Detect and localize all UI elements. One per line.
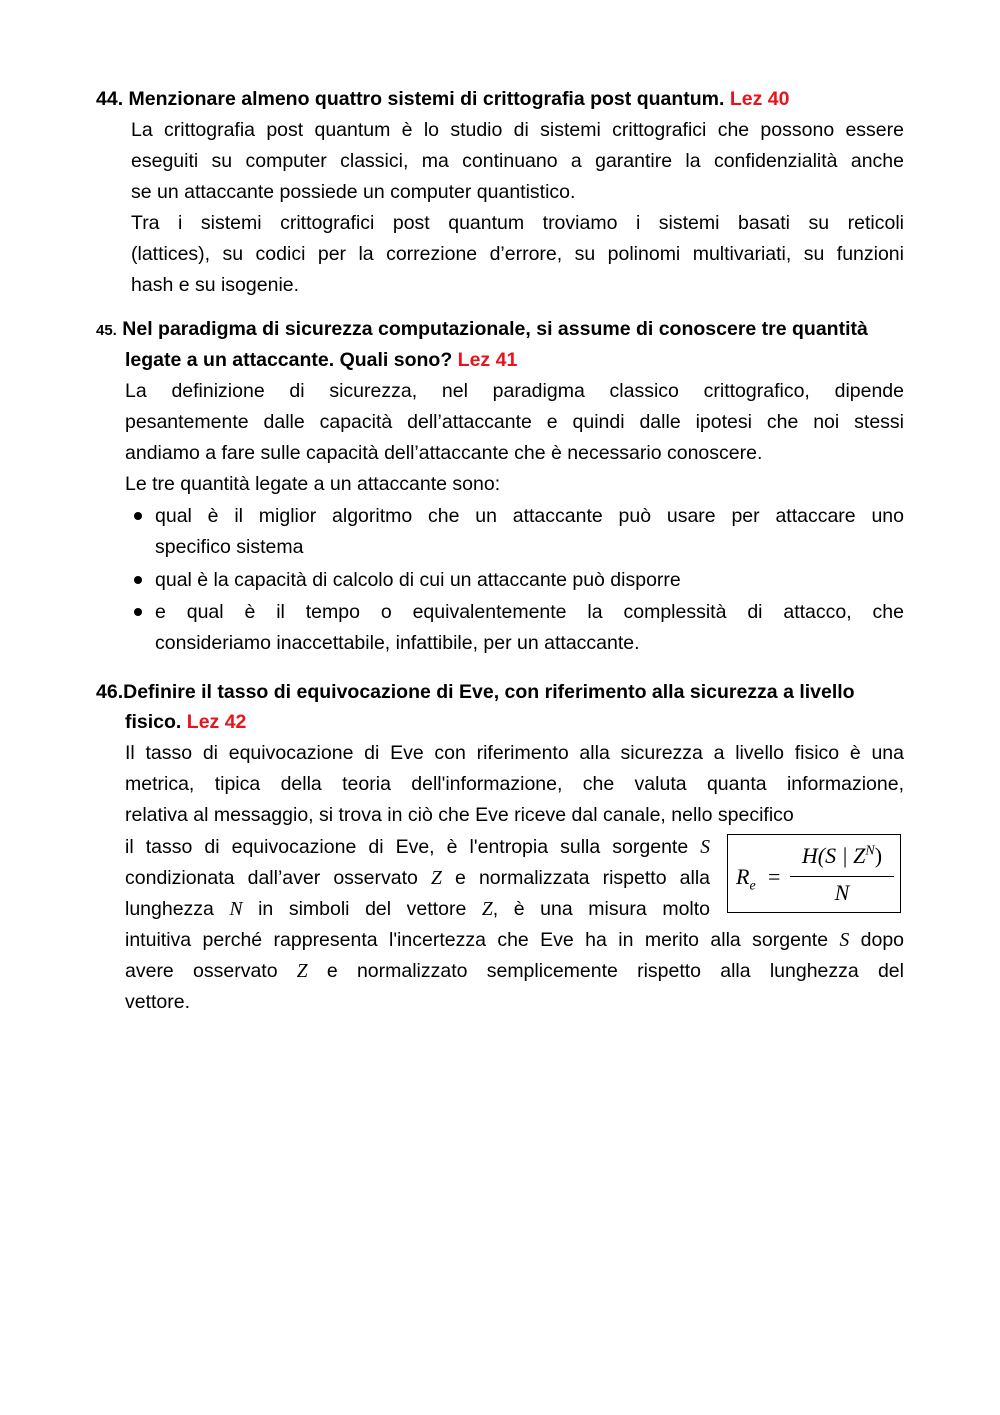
answer-46-wrap-line-1: il tasso di equivocazione di Eve, è l'entropia sulla sorgente S <box>125 836 710 858</box>
bullet-item-1: qual è il miglior algoritmo che un attaccante può usare per attaccare uno specifico sistema <box>155 505 904 558</box>
question-text: Nel paradigma di sicurezza computazionale, si assume di conoscere tre quantità <box>122 318 868 340</box>
answer-46-wrap-line-2: condizionata dall’aver osservato Z e normalizzata rispetto alla <box>125 867 711 889</box>
bullet-item-3: e qual è il tempo o equivalentemente la complessità di attacco, che consideriamo inaccettabile, infattibile, per un attaccante. <box>155 601 904 654</box>
question-text: Definire il tasso di equivocazione di Eve, con riferimento alla sicurezza a livello <box>123 681 855 703</box>
answer-46-wrap-line-6: vettore. <box>125 991 191 1013</box>
answer-44-paragraph-1: La crittografia post quantum è lo studio di sistemi crittografici che possono essere eseguiti su computer classici, ma continuano a garantire la confidenzialità anche se un attaccante possiede un computer quantistico. <box>131 119 904 203</box>
question-44-title <box>96 84 789 115</box>
equivocation-rate-formula <box>727 834 901 913</box>
answer-46-wrap-line-3: lunghezza N in simboli del vettore Z, è una misura molto <box>125 898 711 920</box>
question-number: 44. <box>96 88 124 110</box>
bullet-icon <box>134 576 142 584</box>
answer-46-wrap-line-5: avere osservato Z e normalizzato semplicemente rispetto alla lunghezza del <box>125 960 904 982</box>
question-text: fisico. <box>125 711 182 733</box>
fraction-bar <box>790 876 894 877</box>
lesson-reference: Lez 42 <box>186 711 247 733</box>
question-text: legate a un attaccante. Quali sono? <box>125 349 453 371</box>
answer-44-paragraph-2: Tra i sistemi crittografici post quantum troviamo i sistemi basati su reticoli (lattices), su codici per la correzione d’errore, su polinomi multivariati, su funzioni hash e su isogenie. <box>131 212 904 296</box>
formula-equals: = <box>768 864 781 889</box>
question-45-title-line-1 <box>96 314 868 346</box>
question-text: Menzionare almeno quattro sistemi di crittografia post quantum. <box>128 88 725 110</box>
formula-lhs: $R_e$ <box>736 864 756 894</box>
answer-46-paragraph-1: Il tasso di equivocazione di Eve con riferimento alla sicurezza a livello fisico è una metrica, tipica della teoria dell'informazione, che valuta quanta informazione, <box>125 742 904 795</box>
lesson-reference: Lez 41 <box>457 349 518 371</box>
question-number: 45. <box>96 322 117 339</box>
question-46-title-line-2 <box>125 707 246 738</box>
answer-46-wrap-line-4: intuitiva perché rappresenta l'incertezza che Eve ha in merito alla sorgente S dopo <box>125 929 905 951</box>
bullet-icon <box>134 512 142 520</box>
answer-45-intro: Le tre quantità legate a un attaccante sono: <box>125 473 501 495</box>
answer-45-paragraph-1: La definizione di sicurezza, nel paradigma classico crittografico, dipende pesantemente dalle capacità dell’attaccante e quindi dalle ipotesi che noi stessi andiamo a fare sulle capacità dell’attaccante che è necessario conoscere. <box>125 380 904 464</box>
question-number: 46. <box>96 681 124 703</box>
bullet-item-2: qual è la capacità di calcolo di cui un attaccante può disporre <box>155 569 681 591</box>
lesson-reference: Lez 40 <box>729 88 790 110</box>
question-45-title-line-2 <box>125 345 517 376</box>
formula-numerator: H(S | $Z^N$) <box>801 843 883 868</box>
formula-denominator: N <box>834 880 850 905</box>
bullet-icon <box>134 608 142 616</box>
question-46-title-line-1 <box>96 677 855 708</box>
answer-46-paragraph-1-last: relativa al messaggio, si trova in ciò che Eve riceve dal canale, nello specifico <box>125 804 794 826</box>
